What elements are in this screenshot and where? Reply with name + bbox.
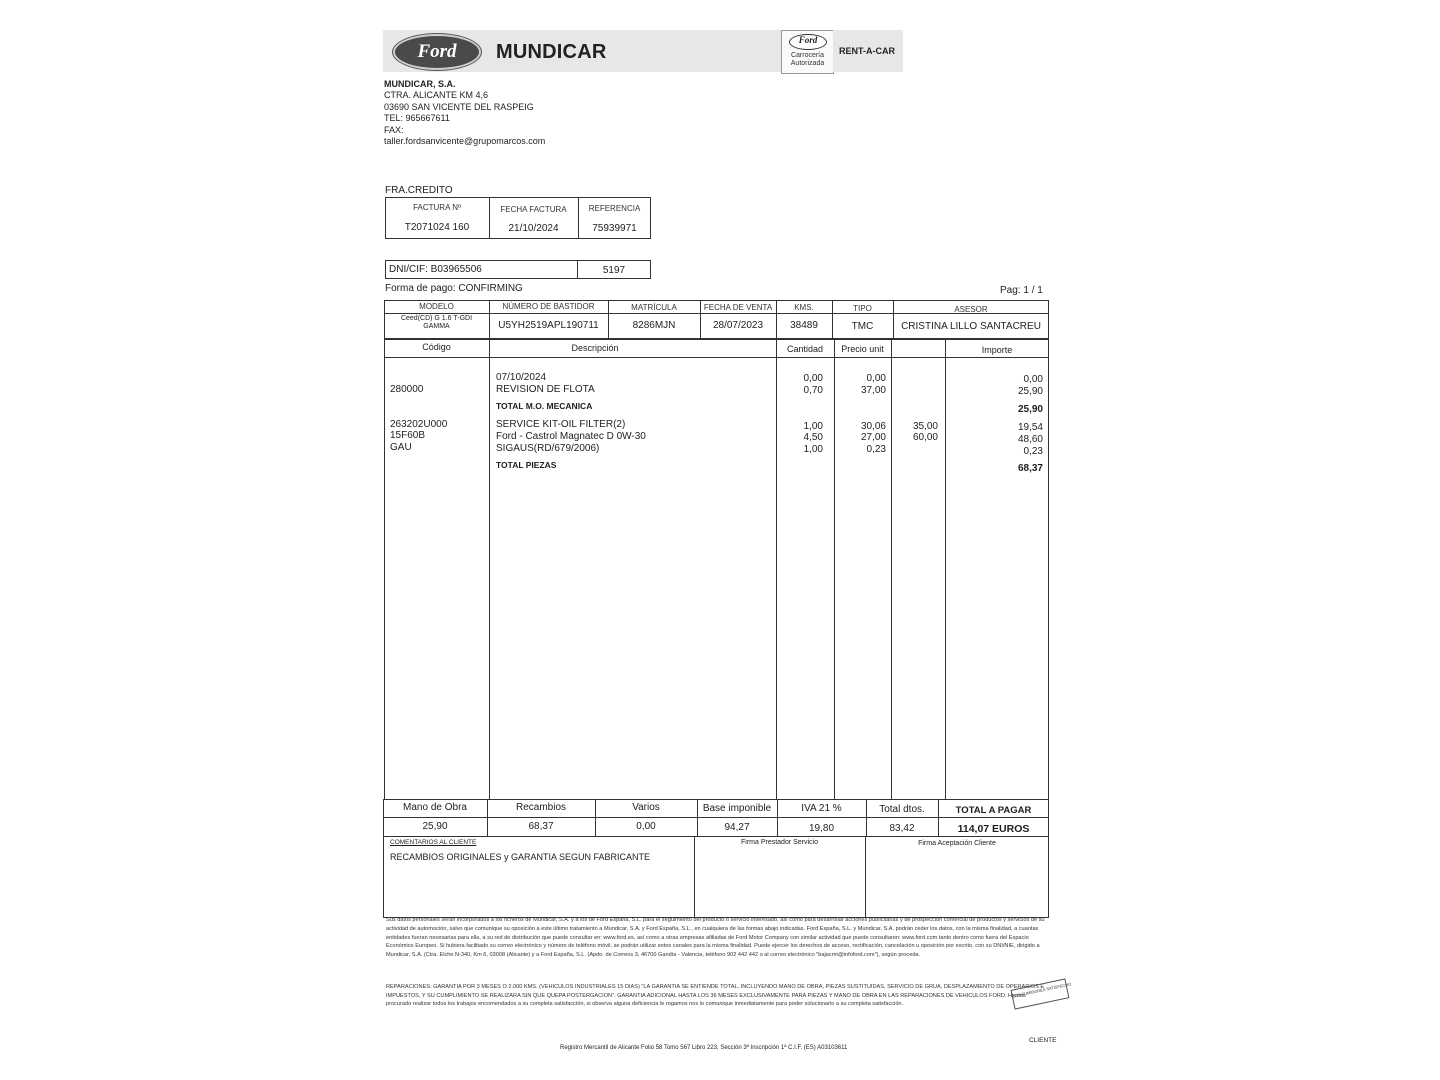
client-code: 5197 <box>602 265 626 276</box>
recambios-header: Recambios <box>515 802 567 813</box>
part-cantidad-3: 1,00 <box>803 444 823 455</box>
page-number: Pag: 1 / 1 <box>1000 285 1043 296</box>
divider <box>489 338 490 800</box>
recambios-value: 68,37 <box>528 821 554 832</box>
dni-cif: DNI/CIF: B03965506 <box>389 264 482 275</box>
mo-precio-2: 37,00 <box>860 385 886 396</box>
referencia-header: REFERENCIA <box>588 204 641 213</box>
ford-mini-logo <box>789 34 827 50</box>
mano-obra-value: 25,90 <box>422 821 448 832</box>
part-importe-1: 19,54 <box>1017 422 1043 433</box>
total-a-pagar-header: TOTAL A PAGAR <box>955 805 1032 816</box>
cantidad-header: Cantidad <box>786 344 824 354</box>
precio-header: Precio unit <box>841 344 884 354</box>
divider <box>383 817 1049 818</box>
rent-a-car-label: RENT-A-CAR <box>839 46 895 56</box>
invoice-type: FRA.CREDITO <box>385 185 453 196</box>
mo-importe-1: 0,00 <box>1023 374 1043 385</box>
firma-cliente: Firma Aceptación Cliente <box>918 840 996 847</box>
divider <box>865 836 866 918</box>
total-a-pagar-value: 114,07 EUROS <box>957 823 1030 835</box>
kms-value: 38489 <box>790 320 818 331</box>
matricula-header: MATRÍCULA <box>631 303 677 312</box>
asesor-value: CRISTINA LILLO SANTACREU <box>901 321 1041 332</box>
company-tel: TEL: 965667611 <box>384 113 450 124</box>
part-precio-1: 30,06 <box>860 421 886 432</box>
rent-a-car-panel <box>833 30 903 72</box>
total-dtos-header: Total dtos. <box>879 804 925 815</box>
divider <box>776 338 777 800</box>
carroceria-badge <box>781 30 834 74</box>
part-codigo-1: 263202U000 <box>390 419 448 430</box>
part-cantidad-1: 1,00 <box>803 421 823 432</box>
mano-obra-header: Mano de Obra <box>403 802 467 813</box>
matricula-value: 8286MJN <box>632 320 676 331</box>
fecha-venta-header: FECHA DE VENTA <box>703 303 773 312</box>
mo-cantidad-2: 0,70 <box>803 385 823 396</box>
part-importe-2: 48,60 <box>1017 434 1043 445</box>
ford-logo <box>393 34 481 70</box>
tipo-value: TMC <box>851 321 874 332</box>
company-address-1: CTRA. ALICANTE KM 4,6 <box>384 90 489 101</box>
iva-value: 19,80 <box>808 823 835 834</box>
part-cantidad-2: 4,50 <box>803 432 823 443</box>
total-dtos-value: 83,42 <box>889 823 915 834</box>
bastidor-value: U5YH2519APL190711 <box>498 320 599 331</box>
forma-de-pago: Forma de pago: CONFIRMING <box>385 283 523 294</box>
total-mo-value: 25,90 <box>1017 404 1043 415</box>
fecha-factura: 21/10/2024 <box>508 223 559 234</box>
company-fax: FAX: <box>384 124 404 135</box>
badge-text <box>782 52 833 68</box>
privacy-notice: Sus datos personales serán incorporados a los ficheros de Mundicar, S.A. y a los de Ford España, S.L. para el seguimiento del producto o servicio interesado, así como para desarrollar acciones publicitarias y de prospección comercial de productos y servicios de su actividad de automoción, salvo que comunique su oposición a este último tratamiento a Mundicar, S.A. y Ford España, S.L., en cualquiera de las formas abajo indicadas. Ford España, S.L. y Mundicar, S.A. podrán ceder los datos, con la misma finalidad, a cuantas entidades fueran necesarias para ella, a su red de distribución que puede consultar en: www.ford.es, así como a otras empresas afiliadas de Ford Motor Company con similar actividad que puede consultaren: www.ford.com tanto dentro como fuera del Espacio Económico Europeo. Si hubiera facilitado su correo electrónico y número de teléfono móvil, se podrán utilizar estos canales para la misma finalidad. Puede ejercer los derechos de acceso, rectificación, cancelación u oposición por escrito, con su DNI/NIE, dirigido a Mundicar, S.A. (Ctra. Elche N-340, Km 6, 03008 (Alicante) y a Ford España, S.L. (Apdo. de Correos 3, 46700 Gandía - Valencia, teléfono 902 442 442 o al correo electrónico "bajacrm@infoford.com"), según proceda. <box>386 917 1045 959</box>
comentarios-text: RECAMBIOS ORIGINALES y GARANTIA SEGUN FABRICANTE <box>390 852 651 862</box>
tipo-header: TIPO <box>853 304 872 313</box>
part-descripcion-3: SIGAUS(RD/679/2006) <box>496 443 600 454</box>
part-descripcion-1: SERVICE KIT-OIL FILTER(2) <box>496 419 626 430</box>
part-dto-2: 60,00 <box>912 432 938 443</box>
modelo-line-2: GAMMA <box>423 323 450 330</box>
bastidor-header: NÚMERO DE BASTIDOR <box>502 302 595 311</box>
badge-line-2: Autorizada <box>790 60 825 67</box>
brand-name: MUNDICAR <box>496 41 607 63</box>
modelo-value <box>384 315 489 331</box>
codigo-header: Código <box>422 342 451 352</box>
warranty-notice: REPARACIONES: GARANTIA POR 3 MESES O 2.000 KMS. (VEHICULOS INDUSTRIALES 15 DIAS) "LA GARANTIA SE ENTIENDE TOTAL, INCLUYENDO MANO DE OBRA, PIEZAS SUSTITUIDAS, SERVICIO DE GRUA, DESPLAZAMIENTO DE OPERARIOS E IMPUESTOS, Y SU CUMPLIMIENTO SE REALIZARA SIN QUE QUEPA POSTERGACION". GARANTIA ADICIONAL HASTA LOS 36 MESES EXCLUSIVAMENTE PARA PIEZAS Y MANO DE OBRA EN LAS REPARACIONES DE VEHICULOS FORD. Hemos procurado realizar todos los trabajos encomendados a su completa satisfacción, si observa alguna deficiencia le rogamos nos lo comunique inmediatamente para poder solucionarlo a su completa satisfacción. <box>386 984 1045 1008</box>
company-name: MUNDICAR, S.A. <box>384 79 456 89</box>
badge-line-1: Carrocería <box>790 52 825 59</box>
mo-codigo: 280000 <box>390 384 424 395</box>
company-info <box>384 79 545 147</box>
varios-value: 0,00 <box>636 821 656 832</box>
mo-descripcion: REVISION DE FLOTA <box>496 384 595 395</box>
base-imponible-value: 94,27 <box>724 822 750 833</box>
part-importe-3: 0,23 <box>1023 446 1043 457</box>
factura-number: T2071024 160 <box>404 222 470 233</box>
company-address-2: 03690 SAN VICENTE DEL RASPEIG <box>384 101 534 112</box>
importe-header: Importe <box>981 345 1013 355</box>
mo-importe-2: 25,90 <box>1017 386 1043 397</box>
divider <box>694 836 695 918</box>
fecha-venta-value: 28/07/2023 <box>712 320 764 331</box>
satisfaction-stamp: CONSUMIDORES SATISFECHO <box>1011 978 1070 1009</box>
registro-mercantil: Registro Mercantil de Alicante Folio 58 Tomo 567 Libro 223, Sección 3ª Inscripción 1ª C.I.F. (ES) A03103611 <box>560 1045 848 1051</box>
part-descripcion-2: Ford - Castrol Magnatec D 0W-30 <box>496 431 646 442</box>
total-mo-label: TOTAL M.O. MECANICA <box>496 401 593 411</box>
mo-precio-1: 0,00 <box>866 373 886 384</box>
modelo-header: MODELO <box>419 302 454 311</box>
company-email: taller.fordsanvicente@grupomarcos.com <box>384 136 546 147</box>
divider <box>891 338 892 800</box>
comments-box <box>383 836 1049 918</box>
fecha-factura-header: FECHA FACTURA <box>500 205 567 214</box>
divider <box>384 357 1049 358</box>
total-piezas-label: TOTAL PIEZAS <box>496 460 557 470</box>
total-piezas-value: 68,37 <box>1017 463 1043 474</box>
cliente-copy-label: CLIENTE <box>1029 1037 1057 1044</box>
base-imponible-header: Base imponible <box>702 803 772 814</box>
part-dto-1: 35,00 <box>912 421 938 432</box>
mo-date: 07/10/2024 <box>496 372 547 383</box>
kms-header: KMS. <box>794 303 814 312</box>
part-precio-2: 27,00 <box>860 432 886 443</box>
part-precio-3: 0,23 <box>866 444 886 455</box>
part-codigo-3: GAU <box>390 442 412 453</box>
part-codigo-2: 15F60B <box>390 430 426 441</box>
firma-prestador: Firma Prestador Servicio <box>740 839 819 846</box>
descripcion-header: Descripción <box>571 343 619 353</box>
referencia: 75939971 <box>592 223 637 234</box>
varios-header: Varios <box>632 802 660 813</box>
ford-logo-text: Ford <box>417 41 457 62</box>
modelo-line-1: Ceed(CD) G 1.6 T-GDI <box>400 315 473 322</box>
factura-header: FACTURA Nº <box>413 203 461 212</box>
ford-mini-logo-text: Ford <box>798 35 818 45</box>
mo-cantidad-1: 0,00 <box>803 373 823 384</box>
asesor-header: ASESOR <box>954 305 988 314</box>
iva-header: IVA 21 % <box>801 803 842 814</box>
comentarios-label: COMENTARIOS AL CLIENTE <box>390 839 477 846</box>
divider <box>834 338 835 800</box>
